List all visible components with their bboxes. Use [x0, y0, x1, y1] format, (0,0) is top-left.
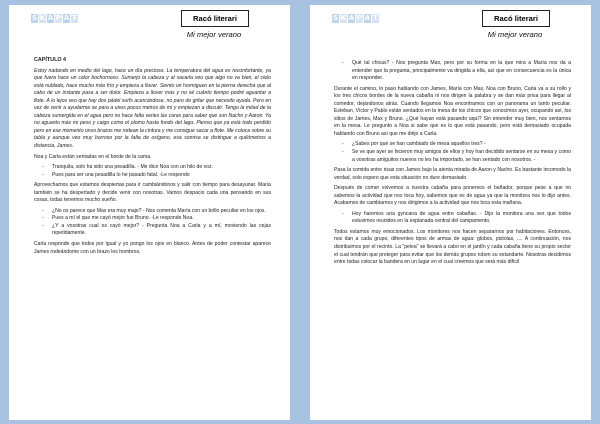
dialogue-line: - Se ve que ayer se hicieron muy amigos de ellos y hoy han decidido sentarse en su mesa y como a vosotras amiguitos nuevos no les ha importado, se han sentado con nosotros. -: [334, 149, 571, 164]
chapter-heading: CAPÍTULO 4: [34, 57, 67, 63]
paragraph: Aprovechamos que estamos despiertas para ir cambiándonos y salir con tiempo para desayunar. María también se ha despertado y decide venir con nosotras. Vamos despacio cada una pensando en sus cosas, todas tenemos mucho sueño.: [34, 182, 271, 204]
paragraph: Todos estamos muy emocionados. Los monitores nos hacen separarnos por habitaciones. Entonces, nos dan a cada grupo, diferentes tipos de armas de agua: globos, pistolas, .... A continuación, nos distribuimos por el recinto. La "pelea" se llevará a cabo en el jardín y cada cabaña tiene su propio sector el cual tendrán que proteger para evitar que los demás grupos roben su estandarte. Nosotras decidimos entre todas colocar la bandera en un lugar en el cual creemos que será más difícil: [334, 228, 571, 266]
dialogue-list: [334, 211, 571, 226]
dialogue-list: [334, 60, 571, 83]
dialogue-list: [34, 208, 271, 238]
skapat-logo: S K A P A T: [31, 14, 77, 22]
dialogue-line: - ¿Sabes por qué se han cambiado de mesa aquellos tres? -: [334, 141, 571, 149]
skapat-logo: S K A P A T: [332, 14, 378, 22]
paragraph: Pasa la comida entre risas con James bajo la atenta mirada de Aaron y Nacho. Es bastante incomodo la verdad, solo espero que esta situación no dure demasiado.: [334, 167, 571, 181]
paragraph: Durante el camino, lo paso hablando con James, María con Max, Noa con Bruno, Carla va a su rollo y los tres chicos bordes de la nueva cabaña ni nos dirigen la palabra y se dan más prisa para llegar al comedor, dejándonos atrás. Cuando llegamos Noa encontramos con un panorama un tanto peculiar. Esteban, Víctor y Pablo están sentados en la mesa de los chicos que conocimos ayer, ocupando así, los sitios de James, Max y Bruno. ¿Qué hayan está pasando aquí? Sin entender muy bien, nos sentamos en la mesa. Le pregunto a Noa si sabe que es lo que está pasando, pero está demasiado ocupada hablando con Bruno así que me dirijo a Carla.: [334, 85, 571, 137]
left-page: [9, 5, 290, 420]
page-content: [334, 60, 571, 270]
dialogue-line: - Pues para ser una pesadilla lo he pasado fatal. -Le respondo: [34, 172, 271, 180]
dialogue-line: - ¿Y a vosotras cual os cayó mejor? - Pregunta Noa a Carla y a mí, moviendo las cejas repetidamente.: [34, 223, 271, 238]
right-page: [310, 5, 591, 420]
dialogue-line: - Pues a mí el que me cayó mejor fue Bruno. -Le responde Noa.: [34, 215, 271, 223]
paragraph: Carla responde que todos por igual y yo pongo los ojos en blanco. Antes de poder contestar aparece James rodeándome con un brazo los hombros.: [34, 241, 271, 255]
book-title: Mi mejor verano: [186, 30, 242, 39]
dialogue-list: [334, 141, 571, 164]
paragraph: Después de comer volvemos a nuestra cabaña para ponernos el bañador, porque pese a que no sabemos la actividad que nos toca hoy, sabemos que es de agua ya que la monitora nos lo dijo antes. Acabamos de cambiarnos y nos dirigimos a la actividad que nos toca esta mañana.: [334, 185, 571, 207]
page-content: [34, 57, 271, 259]
dialogue-line: - Hoy haremos una gyncana de agua entre cabañas. - Dijo la monitora una vez que todos estuvimos reunidos en la explanada central del campamento.: [334, 211, 571, 226]
section-title: Racó literari: [181, 10, 249, 27]
dialogue-line: - ¿No os parece que Max era muy majo? - Nos comenta María con un brillo peculiar en los ojos.: [34, 208, 271, 216]
dialogue-line: - Qué tal chicas? - Nos pregunta Max, pero por su forma en la que mira a María nos da a entender que la pregunta, principalmente va dirigida a ella, así que en consecuencia es la única en responder.: [334, 60, 571, 83]
paragraph: Noa y Carla están sentadas en el borde de la cama.: [34, 153, 152, 160]
dialogue-list: [34, 164, 271, 179]
section-title: Racó literari: [482, 10, 550, 27]
dialogue-line: - Tranquila, solo ha sido una pesadilla. - Me dice Noa con un hilo de voz.: [34, 164, 271, 172]
book-title: Mi mejor verano: [487, 30, 543, 39]
dream-paragraph: Estoy nadando en medio del lago, hace un día precioso. La temperatura del agua es reconfortante, ya que fuera hace un calor bochornoso. Sumerjo la cabeza y al sacarla veo que algo no va bien, el cielo está nublado, hace mucho más frío y empieza a llover. Siento un hormigueo en la pierna derecha que al cabo de un instante pasa a ser dolor. Empieza a llover más y no sé cuánto tiempo podré aguantar a flote. A lo lejos veo que hay dos pádel surfs acercándose, no paro de gritar que necesito ayuda. Pero en vez de venir a ayudarme se para a unos pocos metros de mí y empiezan a discutir. Tengo la mitad de la cabeza sumergida en el agua pero no hace falta verles las caras para saber que son Nacho y Aaron. Ya no aguanto más mi peso y caigo como el plomo hasta fondo del lago. Pienso que ya está todo perdido pero en ese momento unos brazos me rodean la cintura y me consigue sacar a flote. Me coloca sobre su tabla y aunque veo muy borroso por la falta de oxígeno, esa sonrisa se distingue a quilómetros a distancia, James.: [34, 67, 271, 150]
